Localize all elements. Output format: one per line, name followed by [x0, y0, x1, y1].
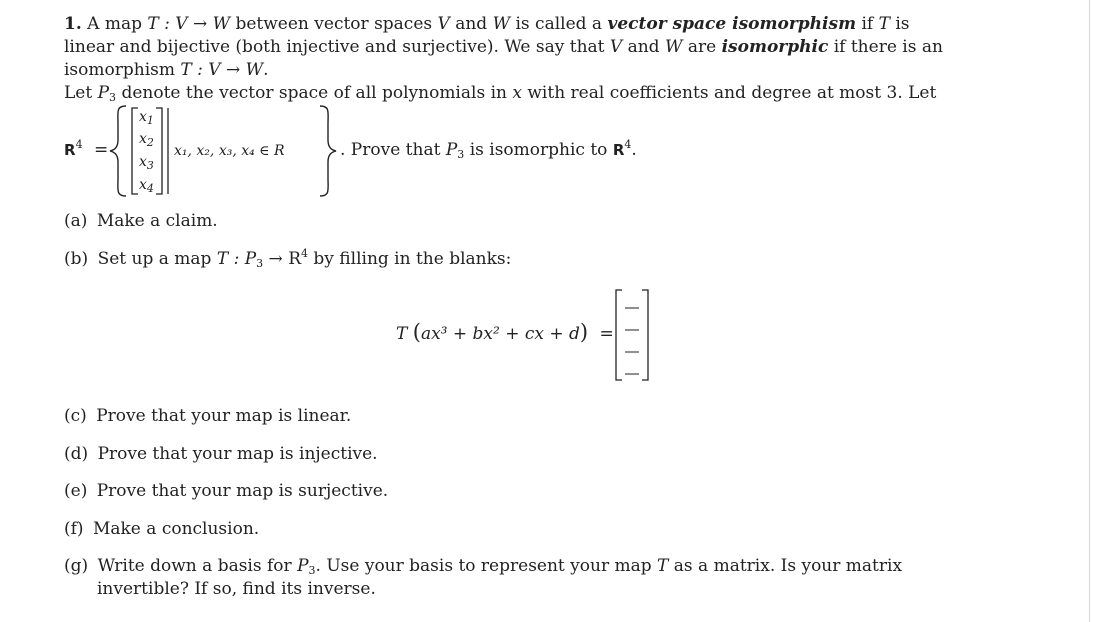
part-c — [64, 406, 351, 427]
part-a — [64, 211, 218, 232]
text: with real coefficients and degree at most 3. Let — [527, 83, 937, 103]
text: are — [687, 37, 717, 57]
intro-line-3 — [64, 60, 269, 81]
open-paren: ( — [412, 320, 421, 344]
math-map: T : V → W — [147, 14, 231, 34]
math-V: V — [437, 14, 450, 34]
text: isomorphism — [64, 60, 175, 80]
map-equation — [396, 322, 614, 345]
part-text: Write down a basis for — [97, 556, 292, 576]
vector-entry-x4: $x_4$ — [139, 177, 154, 195]
part-label: (f) — [64, 519, 84, 539]
math-map: T : V → W — [180, 60, 264, 80]
part-label: (b) — [64, 249, 89, 269]
intro-line-2 — [64, 37, 943, 58]
part-text: by filling in the blanks: — [313, 249, 512, 269]
r4-label — [64, 140, 108, 161]
vector-left-bracket — [132, 108, 138, 194]
text: is called a — [515, 14, 603, 34]
vector-entry-x2: $x_2$ — [139, 131, 154, 149]
part-text: Make a claim. — [96, 211, 218, 231]
part-e — [64, 481, 388, 502]
page-edge-line — [1089, 0, 1090, 622]
math-sup: 4 — [301, 247, 308, 260]
text: . — [263, 60, 269, 80]
part-f — [64, 519, 259, 540]
math-P: P — [297, 556, 309, 576]
part-text: invertible? If so, find its inverse. — [97, 579, 376, 599]
term-isomorphism: vector space isomorphism — [607, 14, 857, 34]
text: denote the vector space of all polynomials in — [121, 83, 507, 103]
part-label: (a) — [64, 211, 88, 231]
part-label: (g) — [64, 556, 89, 576]
blank-vector-left-bracket — [616, 290, 622, 380]
blank-vector — [612, 288, 652, 382]
part-text: as a matrix. Is your matrix — [673, 556, 903, 576]
math-T: T — [878, 14, 890, 34]
math-T: T — [657, 556, 669, 576]
text: if — [861, 14, 874, 34]
part-text: Prove that your map is surjective. — [96, 481, 389, 501]
math-arrow: → R — [268, 249, 301, 269]
text: linear and bijective (both injective and surjective). We say that — [64, 37, 605, 57]
math-sup: 4 — [75, 138, 83, 151]
part-label: (c) — [64, 406, 87, 426]
vector-entry-x3: $x_3$ — [139, 154, 154, 172]
part-b — [64, 249, 511, 270]
left-brace — [110, 106, 126, 196]
part-label: (e) — [64, 481, 88, 501]
vector-right-bracket — [156, 108, 162, 194]
part-d — [64, 444, 378, 465]
vector-entry-x1: $x_1$ — [139, 109, 154, 127]
text: if there is an — [833, 37, 943, 57]
intro-line-1 — [64, 14, 910, 35]
part-text: Make a conclusion. — [92, 519, 260, 539]
part-text: Set up a map — [97, 249, 212, 269]
right-brace — [320, 106, 336, 196]
math-sub: 3 — [457, 148, 465, 161]
set-condition — [174, 141, 285, 162]
part-label: (d) — [64, 444, 89, 464]
math-W: W — [492, 14, 511, 34]
math-P: P — [97, 83, 110, 103]
equals-sign: = — [599, 324, 614, 344]
prove-statement — [340, 140, 637, 161]
math-map: T : P — [216, 249, 257, 269]
math-P: P — [445, 140, 458, 160]
part-g — [64, 556, 902, 577]
math-R: R — [64, 141, 76, 159]
text: is isomorphic to — [469, 140, 608, 160]
math-sub: 3 — [109, 91, 117, 104]
part-text: Prove that your map is linear. — [96, 406, 352, 426]
text: and — [627, 37, 660, 57]
text: and — [455, 14, 488, 34]
text: . — [631, 140, 637, 160]
math-V: V — [609, 37, 623, 57]
term-isomorphic: isomorphic — [721, 37, 829, 57]
problem-number: 1. — [64, 14, 82, 34]
equals-sign: = — [93, 140, 109, 160]
text: is — [895, 14, 910, 34]
part-g-line-2 — [97, 579, 376, 600]
text: A map — [87, 14, 142, 34]
math-sup: 4 — [624, 138, 632, 151]
close-paren: ) — [579, 320, 589, 344]
math-R: R — [612, 141, 625, 159]
polynomial: ax³ + bx² + cx + d — [420, 324, 580, 344]
part-text: Prove that your map is injective. — [97, 444, 378, 464]
part-text: . Use your basis to represent your map — [315, 556, 652, 576]
text: between vector spaces — [235, 14, 433, 34]
set-condition-text: x₁, x₂, x₃, x₄ ∈ R — [174, 143, 285, 159]
text: Let — [64, 83, 93, 103]
math-x: x — [512, 83, 522, 103]
math-T: T — [396, 324, 408, 344]
blank-vector-right-bracket — [642, 290, 648, 380]
intro-line-4 — [64, 83, 936, 104]
math-sub: 3 — [256, 257, 264, 270]
math-sub: 3 — [308, 564, 316, 577]
text: . Prove that — [340, 140, 441, 160]
math-W: W — [664, 37, 683, 57]
